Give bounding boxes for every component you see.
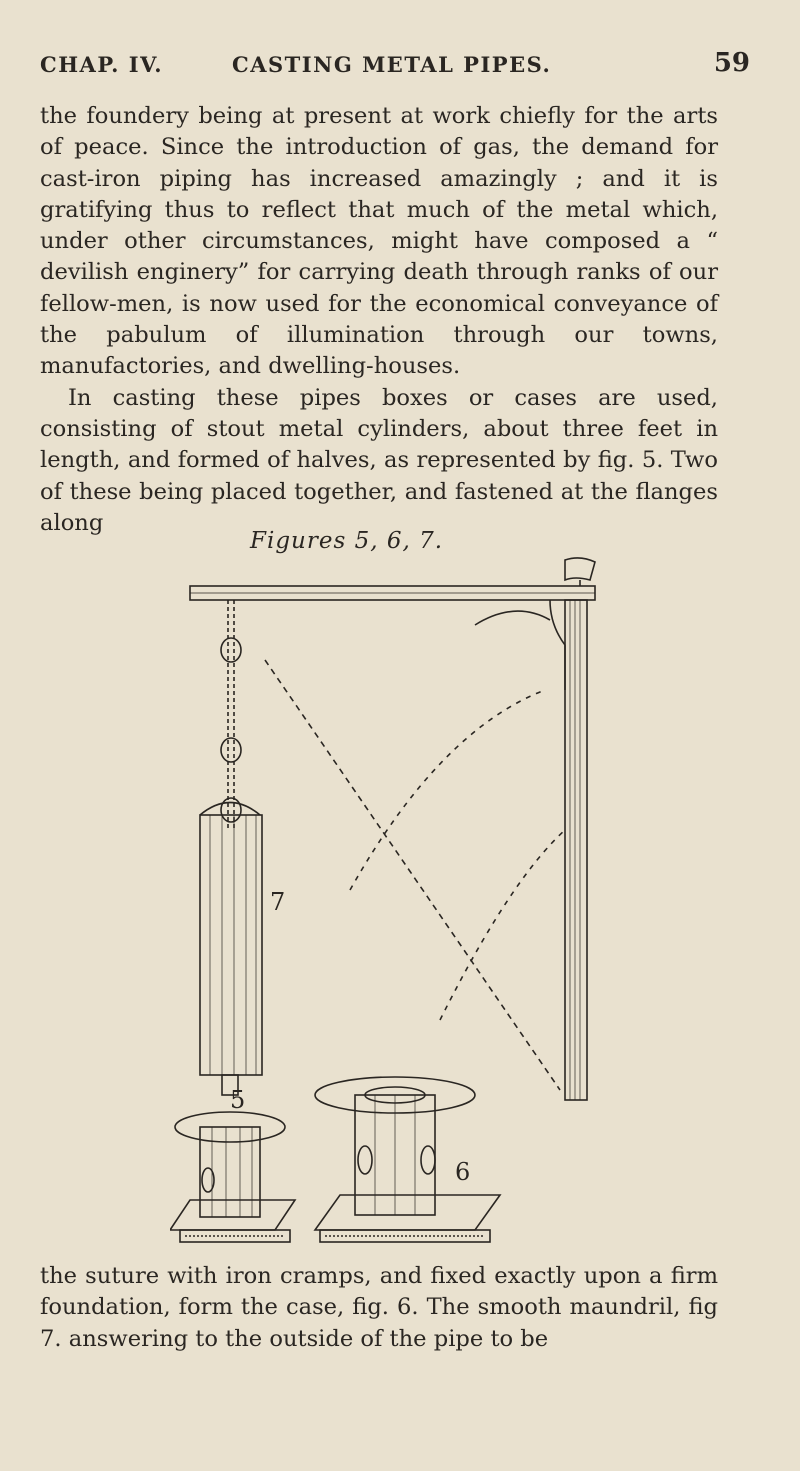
text-block-bottom	[40, 1261, 718, 1355]
paragraph-3: the suture with iron cramps, and fixed exactly upon a firm foundation, form the case, fig. 6. The smooth maundril, fig 7. answering to the outside of the pipe to be	[40, 1263, 718, 1352]
paragraph-2: In casting these pipes boxes or cases are used, consisting of stout metal cylinders, about three feet in length, and formed of halves, as represented by fig. 5. Two of these being placed together, and fastened at the flanges along	[40, 384, 718, 536]
paragraph-1: the foundery being at present at work chiefly for the arts of peace. Since the introduction of gas, the demand for cast-iron piping has increased amazingly ; and it is gratifying thus to reflect that much of the metal which, under other circumstances, might have composed a “ devilish enginery” for carrying death through ranks of our fellow-men, is now used for the economical conveyance of the pabulum of illumination through our towns, manufactories, and dwelling-houses.	[40, 103, 718, 380]
figure-label-6: 6	[455, 1158, 471, 1186]
header-title: CASTING METAL PIPES.	[232, 52, 552, 77]
lifted-case	[565, 600, 587, 1100]
hook	[550, 600, 565, 690]
figure-label-5: 5	[230, 1086, 246, 1114]
half-case-fig5	[170, 1112, 295, 1242]
full-case-fig6	[315, 1077, 500, 1242]
figure-caption: Figures 5, 6, 7.	[250, 528, 444, 554]
crane-beam	[190, 558, 595, 600]
mandrel-fig7	[200, 803, 262, 1096]
text-block-top	[40, 101, 718, 539]
chain	[221, 600, 241, 830]
page-number: 59	[713, 48, 750, 78]
figure-illustration	[170, 550, 615, 1250]
figure-label-7: 7	[270, 888, 286, 916]
chapter-label: CHAP. IV.	[40, 52, 164, 77]
